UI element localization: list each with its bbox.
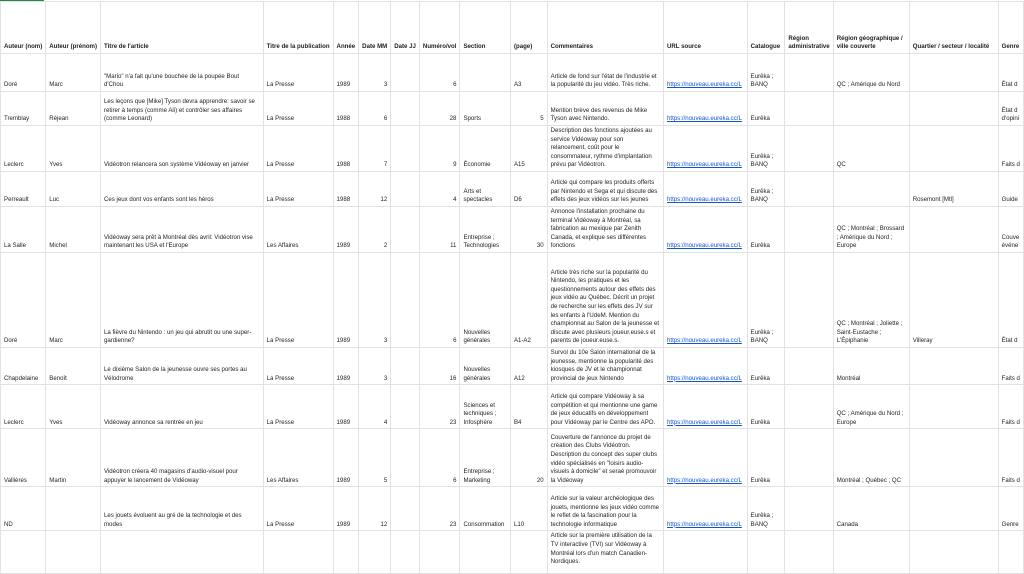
cell-page[interactable]: 5 xyxy=(510,92,547,126)
cell-admin-region[interactable] xyxy=(785,172,833,207)
cell-author-last[interactable]: La Salle xyxy=(1,207,46,253)
cell-month[interactable]: 6 xyxy=(359,92,391,126)
cell-geo-region[interactable]: Montréal ; Québec ; QC xyxy=(833,429,909,487)
cell-source-url[interactable] xyxy=(663,531,747,574)
cell-section[interactable]: Entreprise ; Marketing xyxy=(460,429,510,487)
cell-page[interactable]: A3 xyxy=(510,54,547,92)
cell-page[interactable]: D6 xyxy=(510,172,547,207)
cell-comment[interactable]: Annonce l'installation prochaine du terminal Vidéoway à Montréal, sa fabrication au mexique par Zenith Canada, et explique ses différentes fonctions xyxy=(547,207,663,253)
cell-year[interactable]: 1989 xyxy=(333,429,359,487)
cell-author-first[interactable]: Luc xyxy=(46,172,101,207)
cell-month[interactable]: 5 xyxy=(359,429,391,487)
cell-genre[interactable]: Couve événe xyxy=(998,207,1023,253)
cell-page[interactable]: A15 xyxy=(510,126,547,172)
table-row xyxy=(1,531,1024,574)
cell-locality[interactable] xyxy=(909,126,998,172)
cell-comment[interactable]: Article qui compare les produits offerts par Nintendo et Sega et qui discute des effets des jeux vidéos sur les jeunes xyxy=(547,172,663,207)
cell-author-first[interactable]: Martin xyxy=(46,429,101,487)
cell-day[interactable] xyxy=(391,54,420,92)
cell-day[interactable] xyxy=(391,429,420,487)
cell-locality[interactable] xyxy=(909,385,998,429)
header-cell[interactable]: Quartier / secteur / localité xyxy=(909,2,998,54)
cell-day[interactable] xyxy=(391,252,420,347)
cell-publication[interactable]: La Presse xyxy=(263,385,333,429)
cell-source-url[interactable]: https://nouveau.eureka.cc/L xyxy=(663,347,747,384)
cell-author-last[interactable]: Doré xyxy=(1,54,46,92)
cell-geo-region[interactable]: QC ; Montréal ; Joliette ; Saint-Eustache ; L'Épiphanie xyxy=(833,252,909,347)
cell-genre[interactable] xyxy=(998,531,1023,574)
cell-catalogue[interactable]: Eurêka ; BANQ xyxy=(747,126,785,172)
cell-section[interactable] xyxy=(460,531,510,574)
cell-month[interactable]: 4 xyxy=(359,385,391,429)
cell-month[interactable]: 7 xyxy=(359,126,391,172)
cell-geo-region[interactable] xyxy=(833,172,909,207)
cell-source-url[interactable]: https://nouveau.eureka.cc/L xyxy=(663,487,747,531)
cell-locality[interactable] xyxy=(909,429,998,487)
table-row xyxy=(1,207,1024,253)
header-cell[interactable]: Région administrative xyxy=(785,2,833,54)
header-row xyxy=(1,2,1024,54)
cell-admin-region[interactable] xyxy=(785,207,833,253)
cell-geo-region[interactable]: Canada xyxy=(833,487,909,531)
cell-source-url[interactable]: https://nouveau.eureka.cc/L xyxy=(663,92,747,126)
cell-article-title[interactable]: Les leçons que [Mike] Tyson devra apprendre: savoir se retirer à temps (comme Ali) et contrôler ses affaires (comme Leonard) xyxy=(100,92,263,126)
cell-day[interactable] xyxy=(391,487,420,531)
cell-genre[interactable]: Guide xyxy=(998,172,1023,207)
cell-comment[interactable]: Article sur la valeur archéologique des jouets, mentionne les jeux vidéo comme le reflet de la fascination pour la technologie informatique xyxy=(547,487,663,531)
cell-locality[interactable] xyxy=(909,207,998,253)
cell-author-last[interactable]: ND xyxy=(1,487,46,531)
cell-genre[interactable]: Genre xyxy=(998,487,1023,531)
cell-source-url[interactable]: https://nouveau.eureka.cc/L xyxy=(663,207,747,253)
cell-issue[interactable]: 9 xyxy=(419,126,460,172)
header-cell[interactable]: URL source xyxy=(663,2,747,54)
cell-month[interactable]: 3 xyxy=(359,252,391,347)
cell-locality[interactable]: Villeray xyxy=(909,252,998,347)
cell-genre[interactable]: Faits d xyxy=(998,429,1023,487)
cell-section[interactable]: Arts et spectacles xyxy=(460,172,510,207)
header-cell[interactable]: Catalogue xyxy=(747,2,785,54)
header-cell[interactable]: Titre de l'article xyxy=(100,2,263,54)
cell-author-last[interactable]: Leclerc xyxy=(1,126,46,172)
cell-locality[interactable] xyxy=(909,531,998,574)
cell-page[interactable]: A1-A2 xyxy=(510,252,547,347)
cell-day[interactable] xyxy=(391,172,420,207)
cell-year[interactable]: 1989 xyxy=(333,487,359,531)
table-row xyxy=(1,172,1024,207)
cell-locality[interactable] xyxy=(909,487,998,531)
cell-author-first[interactable]: Benoît xyxy=(46,347,101,384)
cell-issue[interactable]: 23 xyxy=(419,385,460,429)
cell-catalogue[interactable]: Eurêka ; BANQ xyxy=(747,252,785,347)
cell-locality[interactable] xyxy=(909,347,998,384)
cell-day[interactable] xyxy=(391,207,420,253)
cell-publication[interactable] xyxy=(263,531,333,574)
cell-admin-region[interactable] xyxy=(785,126,833,172)
cell-publication[interactable]: La Presse xyxy=(263,126,333,172)
cell-day[interactable] xyxy=(391,126,420,172)
cell-source-url[interactable]: https://nouveau.eureka.cc/L xyxy=(663,126,747,172)
cell-admin-region[interactable] xyxy=(785,429,833,487)
cell-year[interactable]: 1988 xyxy=(333,172,359,207)
cell-geo-region[interactable]: QC ; Montréal ; Brossard ; Amérique du Nord ; Europe xyxy=(833,207,909,253)
cell-section[interactable]: Nouvelles générales xyxy=(460,347,510,384)
cell-admin-region[interactable] xyxy=(785,347,833,384)
cell-article-title[interactable]: "Mario" n'a fait qu'une bouchée de la poupée Bout d'Chou xyxy=(100,54,263,92)
cell-day[interactable] xyxy=(391,385,420,429)
cell-issue[interactable]: 16 xyxy=(419,347,460,384)
cell-catalogue[interactable]: Eurêka xyxy=(747,92,785,126)
cell-genre[interactable]: Faits d xyxy=(998,126,1023,172)
cell-year[interactable]: 1989 xyxy=(333,207,359,253)
cell-admin-region[interactable] xyxy=(785,487,833,531)
cell-catalogue[interactable]: Eurêka xyxy=(747,207,785,253)
cell-issue[interactable]: 6 xyxy=(419,252,460,347)
cell-source-url[interactable]: https://nouveau.eureka.cc/L xyxy=(663,429,747,487)
cell-page[interactable]: B4 xyxy=(510,385,547,429)
cell-author-last[interactable]: Vallières xyxy=(1,429,46,487)
cell-publication[interactable]: La Presse xyxy=(263,54,333,92)
cell-comment[interactable]: Article qui compare Vidéoway à sa compétition et qui mentionne une game de jeux éducatifs en développement pour Vidéoway par le Centre des APO. xyxy=(547,385,663,429)
cell-year[interactable]: 1989 xyxy=(333,385,359,429)
cell-section[interactable]: Nouvelles générales xyxy=(460,252,510,347)
cell-page[interactable]: A12 xyxy=(510,347,547,384)
cell-author-last[interactable]: Tremblay xyxy=(1,92,46,126)
header-cell[interactable]: (page) xyxy=(510,2,547,54)
cell-catalogue[interactable]: Eurêka xyxy=(747,429,785,487)
cell-geo-region[interactable]: QC ; Amérique du Nord xyxy=(833,54,909,92)
cell-publication[interactable]: La Presse xyxy=(263,92,333,126)
cell-catalogue[interactable]: Eurêka ; BANQ xyxy=(747,172,785,207)
cell-issue[interactable]: 4 xyxy=(419,172,460,207)
cell-locality[interactable] xyxy=(909,54,998,92)
header-cell[interactable]: Année xyxy=(333,2,359,54)
cell-geo-region[interactable]: Montréal xyxy=(833,347,909,384)
cell-publication[interactable]: La Presse xyxy=(263,487,333,531)
cell-catalogue[interactable]: Eurêka xyxy=(747,347,785,384)
cell-comment[interactable]: Survol du 10e Salon international de la jeunesse, mentionne la popularité des kiosques de JV et le championnat provincial de jeux Nintendo xyxy=(547,347,663,384)
cell-section[interactable]: Consommation xyxy=(460,487,510,531)
header-cell[interactable]: Date JJ xyxy=(391,2,420,54)
cell-issue[interactable]: 6 xyxy=(419,429,460,487)
cell-section[interactable]: Sciences et techniques ; Infosphère xyxy=(460,385,510,429)
cell-catalogue[interactable] xyxy=(747,531,785,574)
table-row xyxy=(1,92,1024,126)
cell-author-last[interactable]: Leclerc xyxy=(1,385,46,429)
table-row xyxy=(1,429,1024,487)
cell-publication[interactable]: La Presse xyxy=(263,252,333,347)
cell-article-title[interactable]: Vidéotron créera 40 magasins d'audio-visuel pour appuyer le lancement de Vidéoway xyxy=(100,429,263,487)
cell-article-title[interactable]: Vidéotron relancera son système Vidéoway en janvier xyxy=(100,126,263,172)
cell-author-first[interactable]: Michel xyxy=(46,207,101,253)
cell-year[interactable]: 1988 xyxy=(333,126,359,172)
cell-author-first[interactable]: Marc xyxy=(46,252,101,347)
cell-genre[interactable]: État d d'opini xyxy=(998,92,1023,126)
cell-geo-region[interactable] xyxy=(833,92,909,126)
cell-admin-region[interactable] xyxy=(785,531,833,574)
cell-author-last[interactable]: Doré xyxy=(1,252,46,347)
table-row xyxy=(1,385,1024,429)
cell-month[interactable]: 12 xyxy=(359,487,391,531)
cell-publication[interactable]: La Presse xyxy=(263,172,333,207)
cell-locality[interactable]: Rosemont [Mtl] xyxy=(909,172,998,207)
cell-article-title[interactable]: La fièvre du Nintendo : un jeu qui abrutit ou une super-gardienne? xyxy=(100,252,263,347)
cell-year[interactable]: 1989 xyxy=(333,347,359,384)
cell-issue[interactable]: 11 xyxy=(419,207,460,253)
cell-source-url[interactable]: https://nouveau.eureka.cc/L xyxy=(663,54,747,92)
cell-author-last[interactable] xyxy=(1,531,46,574)
cell-article-title[interactable]: Le dixième Salon de la jeunesse ouvre ses portes au Vélodrome xyxy=(100,347,263,384)
cell-page[interactable]: L10 xyxy=(510,487,547,531)
table-row xyxy=(1,347,1024,384)
header-cell[interactable]: Section xyxy=(460,2,510,54)
cell-day[interactable] xyxy=(391,531,420,574)
cell-genre[interactable]: Faits d xyxy=(998,385,1023,429)
cell-month[interactable]: 3 xyxy=(359,54,391,92)
cell-geo-region[interactable]: QC xyxy=(833,126,909,172)
cell-author-first[interactable]: Yves xyxy=(46,385,101,429)
cell-comment[interactable]: Article sur la première utilisation de la TV interactive (TVI) sur Vidéoway à Montréal lors d'un match Canadien-Nordiques. xyxy=(547,531,663,574)
header-cell[interactable]: Genre xyxy=(998,2,1023,54)
cell-comment[interactable]: Article très riche sur la popularité du Nintendo, les pratiques et les questionnements autour des effets des jeux vidéo au Québec. Décrit un projet de recherche sur les effets des JV sur les enfants à l'UdeM. Mention du championnat au Salon de la jeunesse et discute avec plusieurs joueur.euse.s et parents de joueur.euse.s. xyxy=(547,252,663,347)
cell-publication[interactable]: La Presse xyxy=(263,347,333,384)
cell-catalogue[interactable]: Eurêka ; BANQ xyxy=(747,487,785,531)
cell-comment[interactable]: Couverture de l'annonce du projet de création des Clubs Vidéotron. Description du concept des super clubs vidéo spécialisés en "loisirs audio-visuels à domicile" et seraé promouvoir la Vidéoway xyxy=(547,429,663,487)
cell-page[interactable] xyxy=(510,531,547,574)
cell-month[interactable]: 3 xyxy=(359,347,391,384)
header-cell[interactable]: Titre de la publication xyxy=(263,2,333,54)
header-cell[interactable]: Date MM xyxy=(359,2,391,54)
cell-year[interactable] xyxy=(333,531,359,574)
cell-genre[interactable]: État d xyxy=(998,54,1023,92)
cell-author-last[interactable]: Chapdelaine xyxy=(1,347,46,384)
cell-section[interactable] xyxy=(460,54,510,92)
table-row xyxy=(1,487,1024,531)
cell-author-first[interactable]: Réjean xyxy=(46,92,101,126)
table-row xyxy=(1,54,1024,92)
cell-year[interactable]: 1989 xyxy=(333,54,359,92)
cell-article-title[interactable]: Vidéoway annonce sa rentrée en jeu xyxy=(100,385,263,429)
cell-author-first[interactable]: Yves xyxy=(46,126,101,172)
cell-catalogue[interactable]: Eurêka xyxy=(747,385,785,429)
header-cell[interactable]: Région géographique / ville couverte xyxy=(833,2,909,54)
header-cell[interactable]: Numéro/vol xyxy=(419,2,460,54)
cell-issue[interactable]: 28 xyxy=(419,92,460,126)
cell-page[interactable]: 30 xyxy=(510,207,547,253)
cell-admin-region[interactable] xyxy=(785,92,833,126)
cell-article-title[interactable] xyxy=(100,531,263,574)
cell-comment[interactable]: Article de fond sur l'état de l'industrie et la popularité du jeu vidéo. Très riche. xyxy=(547,54,663,92)
cell-article-title[interactable]: Ces jeux dont vos enfants sont les héros xyxy=(100,172,263,207)
table-row xyxy=(1,126,1024,172)
cell-issue[interactable]: 23 xyxy=(419,487,460,531)
cell-admin-region[interactable] xyxy=(785,385,833,429)
cell-issue[interactable] xyxy=(419,531,460,574)
cell-catalogue[interactable]: Eurêka ; BANQ xyxy=(747,54,785,92)
cell-publication[interactable]: Les Affaires xyxy=(263,207,333,253)
cell-section[interactable]: Économie xyxy=(460,126,510,172)
cell-article-title[interactable]: Vidéoway sera prêt à Montréal dès avril: Vidéotron vise maintenant les USA et l'Europe xyxy=(100,207,263,253)
header-cell[interactable]: Auteur (nom) xyxy=(1,2,46,54)
spreadsheet-grid[interactable] xyxy=(0,1,1024,574)
cell-month[interactable] xyxy=(359,531,391,574)
cell-source-url[interactable]: https://nouveau.eureka.cc/L xyxy=(663,172,747,207)
header-cell[interactable]: Auteur (prénom) xyxy=(46,2,101,54)
cell-geo-region[interactable]: QC ; Amérique du Nord ; Europe xyxy=(833,385,909,429)
cell-comment[interactable]: Description des fonctions ajoutées au service Vidéoway pour son relancement, coût pour le consommateur, rythme d'implantation prévu par Vidéotron. xyxy=(547,126,663,172)
cell-month[interactable]: 2 xyxy=(359,207,391,253)
cell-publication[interactable]: Les Affaires xyxy=(263,429,333,487)
cell-section[interactable]: Sports xyxy=(460,92,510,126)
cell-comment[interactable]: Mention brève des revenus de Mike Tyson avec Nintendo. xyxy=(547,92,663,126)
cell-author-first[interactable] xyxy=(46,531,101,574)
cell-genre[interactable]: Faits d xyxy=(998,347,1023,384)
table-row xyxy=(1,252,1024,347)
cell-geo-region[interactable] xyxy=(833,531,909,574)
cell-day[interactable] xyxy=(391,347,420,384)
cell-source-url[interactable]: https://nouveau.eureka.cc/L xyxy=(663,252,747,347)
cell-author-first[interactable] xyxy=(46,487,101,531)
cell-genre[interactable]: État d xyxy=(998,252,1023,347)
cell-issue[interactable]: 6 xyxy=(419,54,460,92)
cell-source-url[interactable]: https://nouveau.eureka.cc/L xyxy=(663,385,747,429)
cell-day[interactable] xyxy=(391,92,420,126)
cell-author-first[interactable]: Marc xyxy=(46,54,101,92)
header-cell[interactable]: Commentaires xyxy=(547,2,663,54)
cell-year[interactable]: 1989 xyxy=(333,252,359,347)
cell-article-title[interactable]: Les jouets évoluent au gré de la technologie et des modes xyxy=(100,487,263,531)
cell-section[interactable]: Entreprise ; Technologies xyxy=(460,207,510,253)
cell-admin-region[interactable] xyxy=(785,252,833,347)
cell-locality[interactable] xyxy=(909,92,998,126)
cell-page[interactable]: 20 xyxy=(510,429,547,487)
cell-admin-region[interactable] xyxy=(785,54,833,92)
cell-year[interactable]: 1988 xyxy=(333,92,359,126)
cell-month[interactable]: 12 xyxy=(359,172,391,207)
cell-author-last[interactable]: Perreault xyxy=(1,172,46,207)
